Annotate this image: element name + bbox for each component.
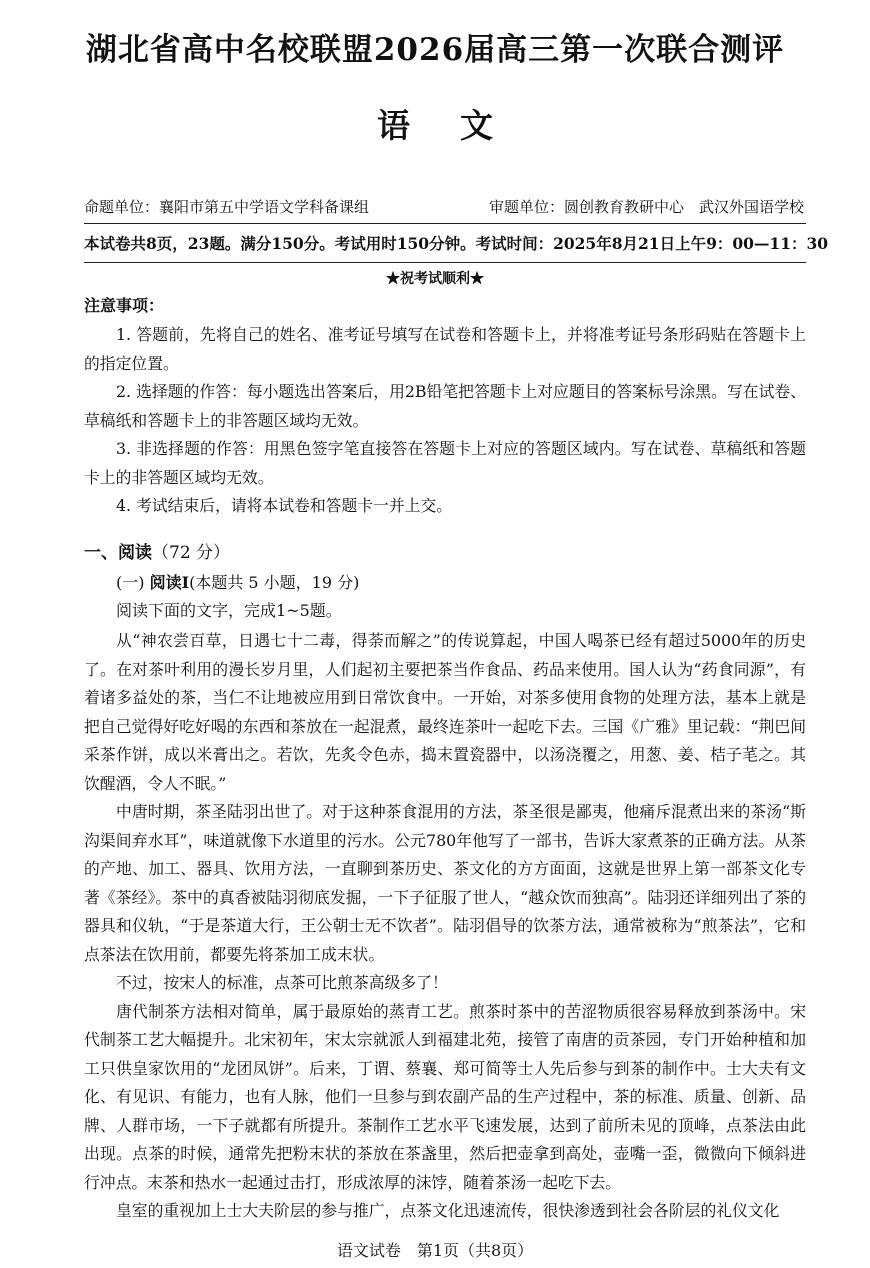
author-unit: 命题单位：襄阳市第五中学语文学科备课组 [84, 198, 370, 216]
passage-paragraph: 不过，按宋人的标准，点茶可比煎茶高级多了！ [116, 973, 448, 992]
divider-line [84, 262, 806, 263]
subsection-heading [116, 570, 359, 596]
divider-line [84, 223, 806, 224]
meta-exam-row [84, 232, 829, 256]
exam-time: 考试时间：2025年8月21日上午9：00—11：30 [475, 234, 829, 253]
passage-paragraph: 中唐时期，茶圣陆羽出世了。对于这种茶食混用的方法，茶圣很是鄙夷，他痛斥混煮出来的茶汤“斯沟渠间弃水耳”，味道就像下水道里的污水。公元780年他写了一部书，告诉大家煮茶的正确方法。从茶的产地、加工、器具、饮用方法，一直聊到茶历史、茶文化的方方面面，这就是世界上第一部茶文化专著《茶经》。茶中的真香被陆羽彻底发掘，一下子征服了世人，“越众饮而独高”。陆羽还详细列出了茶的器具和仪轨，“于是茶道大行，王公朝士无不饮者”。陆羽倡导的饮茶方法，通常被称为“煎茶法”，它和点茶法在饮用前，都要先将茶加工成末状。 [84, 802, 806, 964]
notes-title: 注意事项： [84, 296, 165, 315]
section-heading [84, 540, 230, 566]
subsection-prefix: (一) [116, 573, 150, 592]
meta-units-row [84, 195, 804, 219]
good-luck-banner: ★祝考试顺利★ [386, 271, 484, 287]
notes-list [84, 321, 806, 521]
note-item: 3. 非选择题的作答：用黑色签字笔直接答在答题卡上对应的答题区域内。写在试卷、草稿纸和答题卡上的非答题区域均无效。 [84, 439, 806, 487]
subsection-info: (本题共 5 小题，19 分) [189, 573, 360, 592]
note-item: 4. 考试结束后，请将本试卷和答题卡一并上交。 [116, 496, 453, 515]
section-score: （72 分） [152, 543, 231, 563]
page-footer: 语文试卷 第1页（共8页） [336, 1241, 534, 1260]
exam-info: 本试卷共8页，23题。满分150分。考试用时150分钟。 [84, 234, 476, 253]
section-title: 一、阅读 [84, 543, 152, 563]
note-item: 1. 答题前，先将自己的姓名、准考证号填写在试卷和答题卡上，并将准考证号条形码贴在答题卡上的指定位置。 [84, 325, 806, 373]
passage-paragraph: 唐代制茶方法相对简单，属于最原始的蒸青工艺。煎茶时茶中的苦涩物质很容易释放到茶汤中。宋代制茶工艺大幅提升。北宋初年，宋太宗就派人到福建北苑，接管了南唐的贡茶园，专门开始种植和加工只供皇家饮用的“龙团凤饼”。后来，丁谓、蔡襄、郑可简等士人先后参与到茶的制作中。士大夫有文化、有见识、有能力，也有人脉，他们一旦参与到农副产品的生产过程中，茶的标准、质量、创新、品牌、人群市场，一下子就都有所提升。茶制作工艺水平飞速发展，达到了前所未见的顶峰，点茶法由此出现。点茶的时候，通常先把粉末状的茶放在茶盏里，然后把壶拿到高处，壶嘴一歪，微微向下倾斜进行冲点。末茶和热水一起通过击打，形成浓厚的沫饽，随着茶汤一起吃下去。 [84, 1001, 806, 1192]
reading-passage [84, 627, 806, 1226]
review-unit: 审题单位：圆创教育教研中心 武汉外国语学校 [488, 198, 804, 216]
note-item: 2. 选择题的作答：每小题选出答案后，用2B铅笔把答题卡上对应题目的答案标号涂黑。写在试卷、草稿纸和答题卡上的非答题区域均无效。 [84, 382, 806, 430]
reading-instruction: 阅读下面的文字，完成1~5题。 [116, 601, 342, 620]
subject-title: 语文 [377, 106, 543, 145]
passage-paragraph: 皇室的重视加上士大夫阶层的参与推广，点茶文化迅速流传，很快渗透到社会各阶层的礼仪文化 [116, 1201, 780, 1220]
passage-paragraph: 从“神农尝百草，日遇七十二毒，得荼而解之”的传说算起，中国人喝茶已经有超过5000年的历史了。在对茶叶利用的漫长岁月里，人们起初主要把茶当作食品、药品来使用。国人认为“药食同源”，有着诸多益处的茶，当仁不让地被应用到日常饮食中。一开始，对茶多使用食物的处理方法，基本上就是把自己觉得好吃好喝的东西和茶放在一起混煮，最终连茶叶一起吃下去。三国《广雅》里记载：“荆巴间采茶作饼，成以米膏出之。若饮，先炙令色赤，捣末置瓷器中，以汤浇覆之，用葱、姜、桔子芼之。其饮醒酒，令人不眠。” [84, 631, 806, 793]
exam-title: 湖北省高中名校联盟2026届高三第一次联合测评 [85, 32, 785, 68]
subsection-title: 阅读Ⅰ [149, 573, 190, 592]
